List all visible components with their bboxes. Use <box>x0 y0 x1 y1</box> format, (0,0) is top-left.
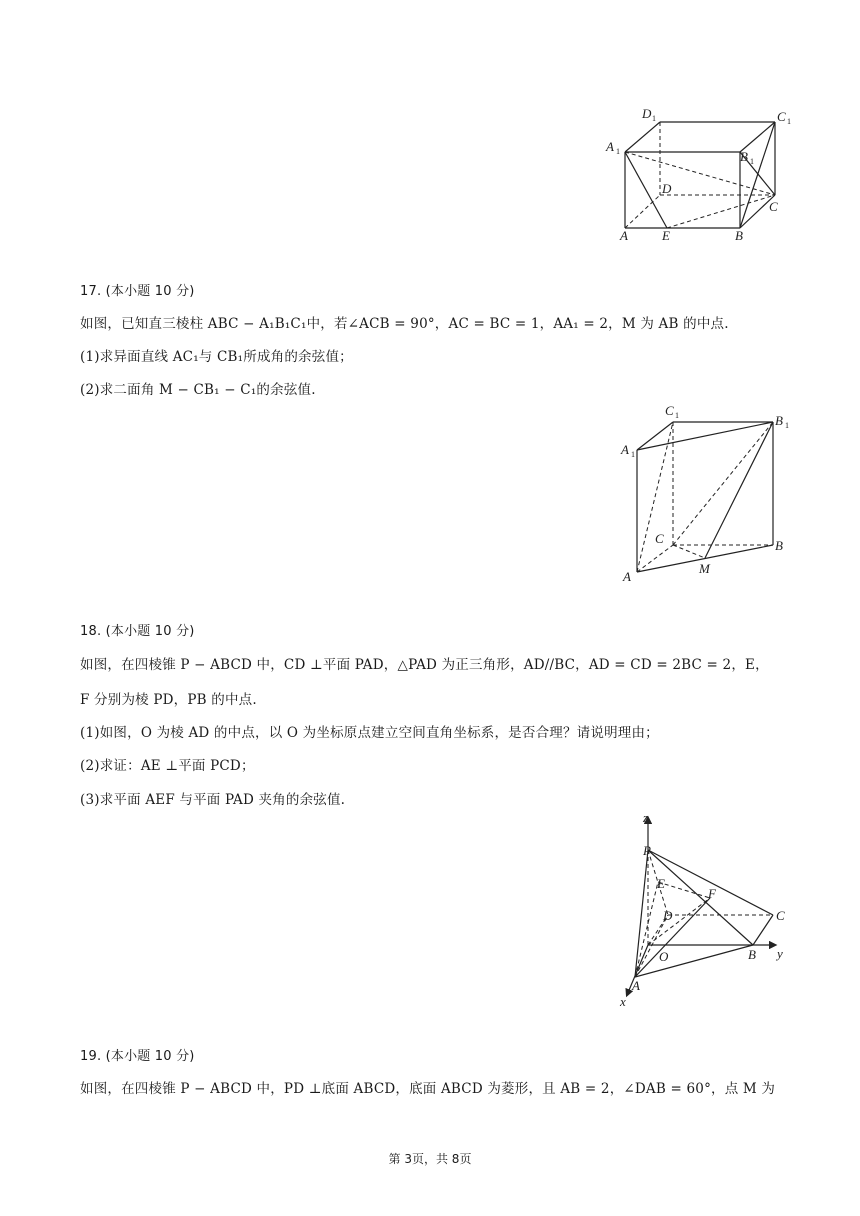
label-D: D <box>663 908 673 923</box>
label-C: C <box>776 908 785 923</box>
q18-heading: 18. (本小题 10 分) <box>80 624 195 639</box>
svg-text:1: 1 <box>652 114 656 123</box>
label-C: C <box>769 199 778 214</box>
label-B: B <box>775 538 783 553</box>
label-E: E <box>662 228 670 243</box>
label-P: P <box>643 843 651 858</box>
label-A: A <box>623 569 631 584</box>
q17-part2: (2)求二面角 M − CB₁ − C₁的余弦值. <box>80 382 316 398</box>
q18-stem-line1: 如图，在四棱锥 P − ABCD 中，CD ⊥平面 PAD，△PAD 为正三角形，AD//BC，AD = CD = 2BC = 2，E， <box>80 657 769 673</box>
label-F: F <box>708 886 716 901</box>
svg-text:1: 1 <box>631 450 635 459</box>
q17-stem: 如图，已知直三棱柱 ABC − A₁B₁C₁中，若∠ACB = 90°，AC = BC = 1，AA₁ = 2，M 为 AB 的中点. <box>80 316 729 332</box>
q17-heading: 17. (本小题 10 分) <box>80 284 195 299</box>
label-x: x <box>620 994 626 1009</box>
label-E: E <box>657 876 665 891</box>
svg-text:1: 1 <box>616 147 620 156</box>
label-B1: B <box>740 149 748 164</box>
q17-part1: (1)求异面直线 AC₁与 CB₁所成角的余弦值； <box>80 349 353 365</box>
q18-part3: (3)求平面 AEF 与平面 PAD 夹角的余弦值. <box>80 792 346 808</box>
label-C1: C <box>665 403 674 418</box>
label-y: y <box>777 946 783 961</box>
figure-q18 <box>615 810 800 1010</box>
svg-text:1: 1 <box>785 421 789 430</box>
q18-part1: (1)如图，O 为棱 AD 的中点，以 O 为坐标原点建立空间直角坐标系，是否合理？请说明理由； <box>80 725 659 741</box>
label-D1: D <box>642 106 652 121</box>
label-C: C <box>655 531 664 546</box>
figure-prism-top <box>600 100 800 250</box>
label-A: A <box>620 228 628 243</box>
label-A: A <box>632 978 640 993</box>
label-B: B <box>748 947 756 962</box>
label-A1: A <box>606 139 614 154</box>
label-D: D <box>662 181 672 196</box>
q19-stem: 如图，在四棱锥 P − ABCD 中，PD ⊥底面 ABCD，底面 ABCD 为菱形，且 AB = 2，∠DAB = 60°，点 M 为 <box>80 1081 776 1097</box>
label-M: M <box>699 561 710 576</box>
q18-part2: (2)求证：AE ⊥平面 PCD； <box>80 758 255 774</box>
label-C1: C <box>777 109 786 124</box>
label-B1: B <box>775 413 783 428</box>
svg-text:1: 1 <box>787 117 791 126</box>
label-O: O <box>659 949 669 964</box>
label-z: z <box>643 810 649 825</box>
page-footer: 第 3页，共 8页 <box>388 1152 472 1166</box>
q19-heading: 19. (本小题 10 分) <box>80 1049 195 1064</box>
svg-text:1: 1 <box>675 411 679 420</box>
svg-text:1: 1 <box>750 157 754 166</box>
label-A1: A <box>621 442 629 457</box>
figure-q17 <box>615 400 795 585</box>
q18-stem-line2: F 分别为棱 PD，PB 的中点. <box>80 692 257 708</box>
label-B: B <box>735 228 743 243</box>
